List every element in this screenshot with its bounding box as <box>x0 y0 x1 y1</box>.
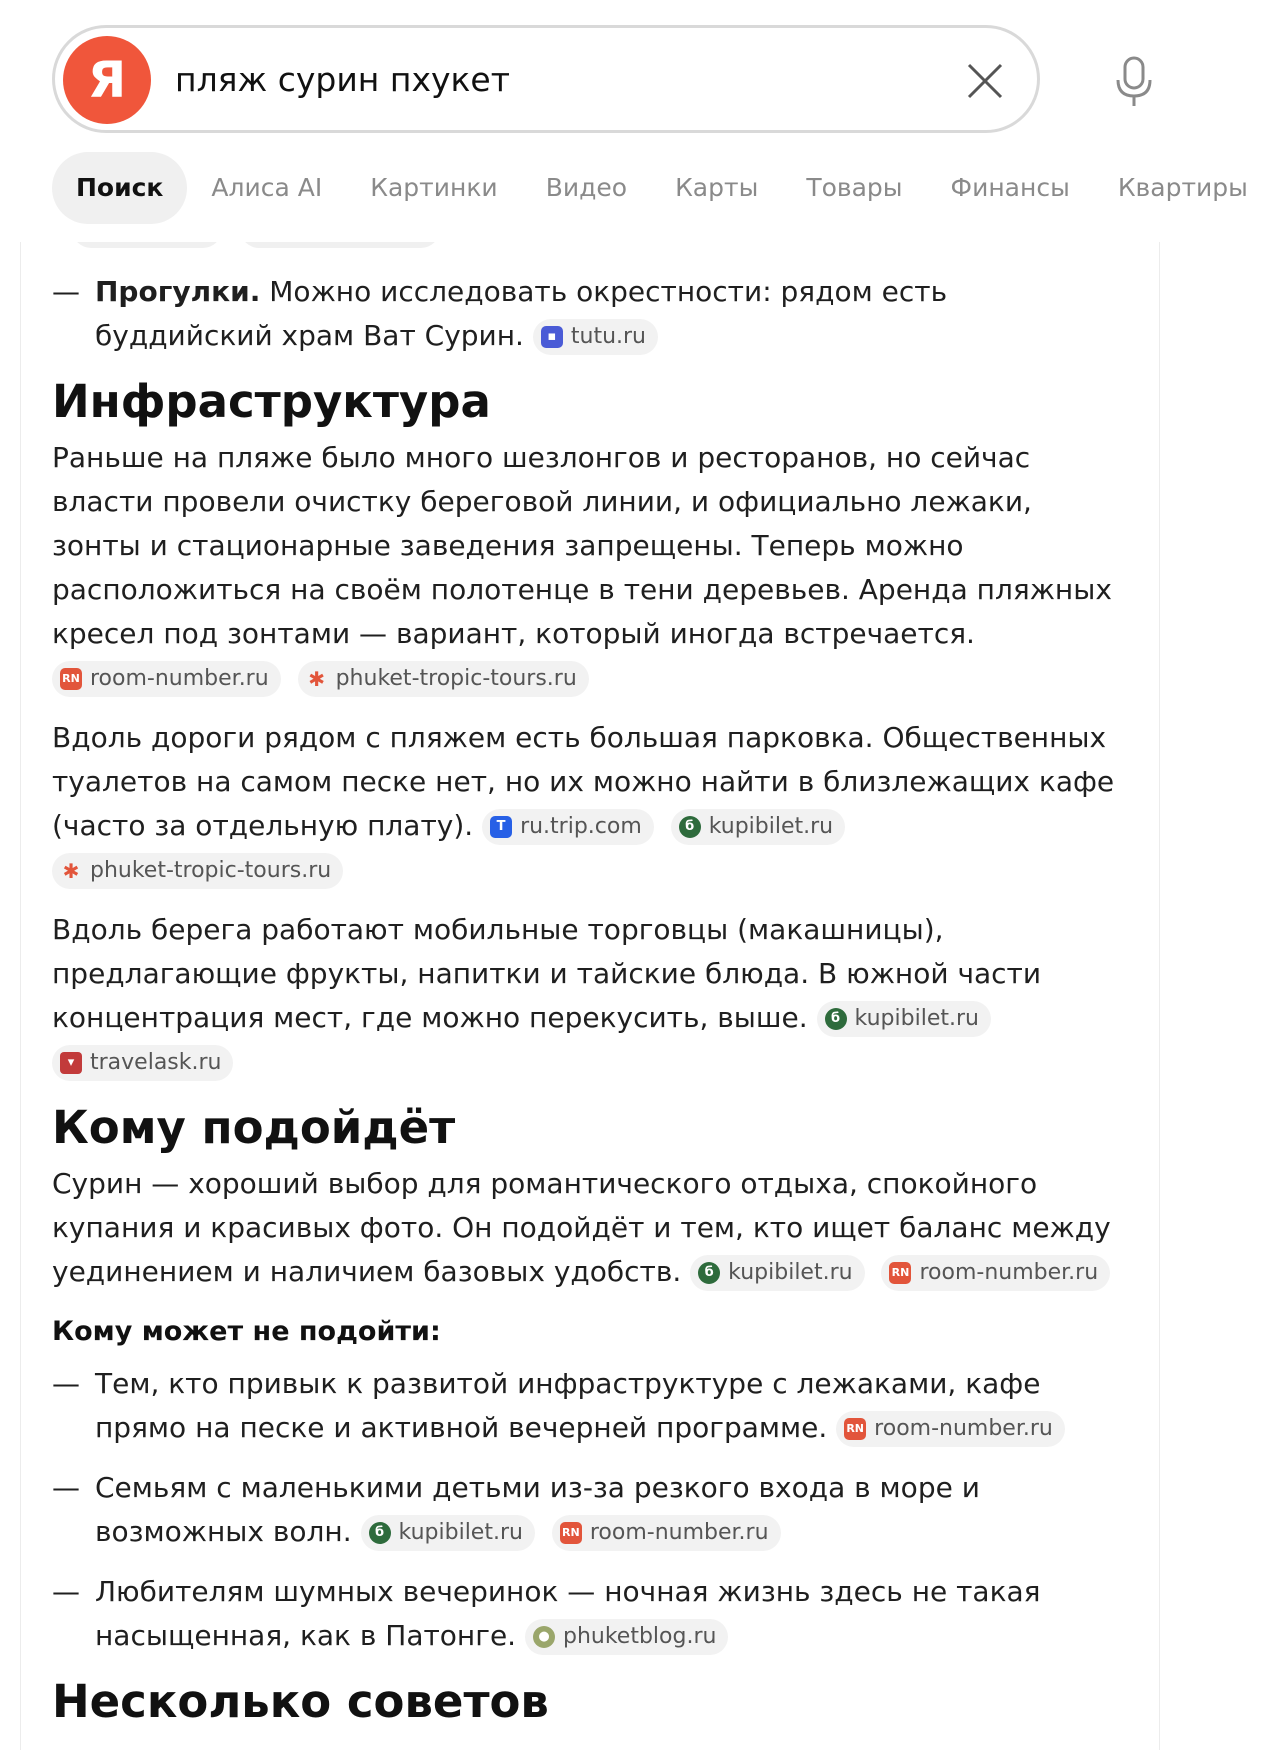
search-tabs <box>52 152 1248 224</box>
room-number-icon: RN <box>889 1262 911 1284</box>
logo-letter: Я <box>87 51 127 109</box>
text-line: Тем, кто привык к развитой инфраструктуре с лежаками, кафе <box>95 1367 1041 1400</box>
source-chip[interactable] <box>533 319 658 355</box>
source-chip[interactable] <box>552 1515 781 1551</box>
text-line: Можно исследовать окрестности: рядом есть <box>260 275 948 308</box>
source-label: travelask.ru <box>90 1050 222 1075</box>
section-heading: Несколько советов <box>52 1675 549 1728</box>
tab-finance[interactable]: Финансы <box>950 173 1070 202</box>
text-line: Любителям шумных вечеринок — ночная жизнь здесь не такая <box>95 1575 1041 1608</box>
close-icon <box>965 61 1005 101</box>
yandex-logo-icon[interactable] <box>63 36 151 124</box>
text-line: уединением и наличием базовых удобств. <box>52 1255 682 1288</box>
tab-realty[interactable]: Квартиры <box>1117 173 1248 202</box>
paragraph <box>52 1162 1152 1294</box>
source-label: kupibilet.ru <box>398 1520 523 1545</box>
section-heading: Инфраструктура <box>52 375 491 428</box>
source-label: kupibilet.ru <box>708 814 834 839</box>
source-chip[interactable] <box>361 1515 535 1551</box>
text-line: купания и красивых фото. Он подойдёт и тем, кто ищет баланс между <box>52 1211 1111 1244</box>
source-chip[interactable] <box>836 1411 1065 1447</box>
kupibilet-icon: б <box>825 1008 847 1030</box>
list-item <box>52 1362 1152 1450</box>
source-label: phuket-tropic-tours.ru <box>90 858 332 883</box>
travelask-icon: ▾ <box>60 1052 82 1074</box>
source-label: room-number.ru <box>919 1260 1099 1285</box>
source-label: room-number.ru <box>90 666 269 691</box>
text-line: Семьям с маленькими детьми из-за резкого входа в море и <box>95 1471 980 1504</box>
trip-com-icon: T <box>490 816 512 838</box>
search-header <box>0 0 1248 242</box>
tutu-icon: ▪ <box>541 326 563 348</box>
list-item <box>52 270 1152 358</box>
room-number-icon: RN <box>844 1418 866 1440</box>
room-number-icon: RN <box>560 1522 582 1544</box>
text-line: Вдоль берега работают мобильные торговцы (макашницы), <box>52 913 944 946</box>
text-line: концентрация мест, где можно перекусить, выше. <box>52 1001 808 1034</box>
list-item <box>52 1466 1152 1554</box>
text-line: Вдоль дороги рядом с пляжем есть большая парковка. Общественных <box>52 721 1107 754</box>
text-line: буддийский храм Ват Сурин. <box>95 319 524 352</box>
source-chip[interactable] <box>52 853 343 889</box>
text-line: расположиться на своём полотенце в тени деревьев. Аренда пляжных <box>52 573 1112 606</box>
tab-maps[interactable]: Карты <box>675 173 759 202</box>
source-chip[interactable] <box>52 661 281 697</box>
text-line: возможных волн. <box>95 1515 352 1548</box>
source-label: phuket-tropic-tours.ru <box>335 666 577 691</box>
dash: — <box>52 1367 80 1400</box>
text-line: Раньше на пляже было много шезлонгов и ресторанов, но сейчас <box>52 441 1031 474</box>
search-input[interactable] <box>175 50 875 108</box>
tab-video[interactable]: Видео <box>545 173 628 202</box>
text-line: предлагающие фрукты, напитки и тайские блюда. В южной части <box>52 957 1042 990</box>
kupibilet-icon: б <box>679 816 701 838</box>
kupibilet-icon: б <box>369 1522 391 1544</box>
search-box[interactable] <box>52 25 1040 133</box>
source-chip[interactable] <box>482 809 654 845</box>
source-label: room-number.ru <box>874 1416 1053 1441</box>
kupibilet-icon: б <box>698 1262 720 1284</box>
source-label: kupibilet.ru <box>728 1260 853 1285</box>
source-chip[interactable] <box>881 1255 1110 1291</box>
dash: — <box>52 1575 80 1608</box>
paragraph <box>52 908 1152 1084</box>
text-line: насыщенная, как в Патонге. <box>95 1619 517 1652</box>
palm-tree-icon: ✱ <box>62 859 80 883</box>
paragraph <box>52 716 1152 892</box>
paragraph <box>52 436 1152 700</box>
source-chip[interactable] <box>52 1045 233 1081</box>
dash: — <box>52 1471 80 1504</box>
microphone-icon <box>1114 56 1154 108</box>
source-label: kupibilet.ru <box>854 1006 979 1031</box>
section-heading: Кому подойдёт <box>52 1101 456 1154</box>
source-chip[interactable] <box>525 1619 728 1655</box>
list-item <box>52 1570 1152 1658</box>
text-line: кресел под зонтами — вариант, который иногда встречается. <box>52 617 975 650</box>
source-chip[interactable] <box>690 1255 864 1291</box>
source-label: tutu.ru <box>570 324 646 349</box>
text-line: (часто за отдельную плату). <box>52 809 474 842</box>
tab-alice-ai[interactable]: Алиса AI <box>211 173 323 202</box>
clear-search-button[interactable] <box>957 53 1013 109</box>
tab-search[interactable]: Поиск <box>52 152 187 224</box>
palm-tree-icon: ✱ <box>308 667 325 691</box>
tab-products[interactable]: Товары <box>806 173 903 202</box>
text-line: Сурин — хороший выбор для романтического отдыха, спокойного <box>52 1167 1038 1200</box>
answer-content <box>52 270 1152 1736</box>
room-number-icon: RN <box>60 668 82 690</box>
text-line: зонты и стационарные заведения запрещены. Теперь можно <box>52 529 964 562</box>
text-line: прямо на песке и активной вечерней программе. <box>95 1411 828 1444</box>
dash: — <box>52 275 80 308</box>
source-chip[interactable] <box>817 1001 991 1037</box>
source-label: ru.trip.com <box>520 814 642 839</box>
source-chip[interactable] <box>298 661 589 697</box>
source-label: room-number.ru <box>589 1520 769 1545</box>
source-label: phuketblog.ru <box>562 1624 717 1649</box>
text-line: власти провели очистку береговой линии, и официально лежаки, <box>52 485 1032 518</box>
subheading: Кому может не подойти: <box>52 1316 441 1347</box>
phuketblog-icon: ● <box>533 1626 555 1648</box>
source-chip[interactable] <box>671 809 845 845</box>
voice-search-button[interactable] <box>1104 50 1164 114</box>
text-line: туалетов на самом песке нет, но их можно найти в близлежащих кафе <box>52 765 1115 798</box>
tab-images[interactable]: Картинки <box>370 173 498 202</box>
item-label: Прогулки. <box>95 275 261 308</box>
